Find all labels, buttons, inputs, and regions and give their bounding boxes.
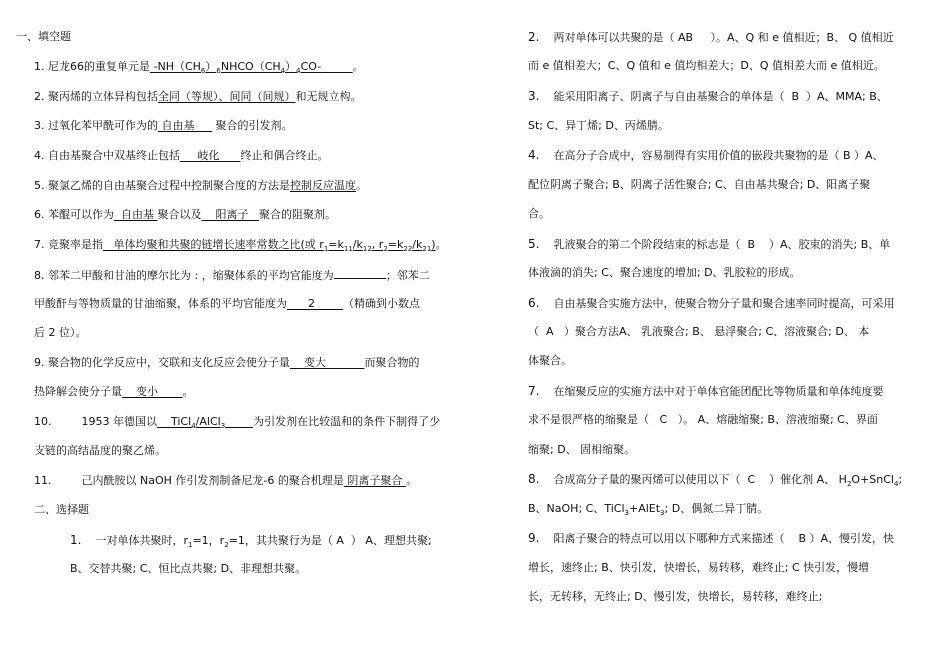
question-10-line2: 支链的高结晶度的聚乙烯。 <box>34 444 166 457</box>
answer-11: 阴离子聚合 <box>347 474 403 487</box>
question-8-line1: 8. 邻苯二甲酸和甘油的摩尔比为 : ，缩聚体系的平均官能度为 ；邻苯二 <box>34 269 430 282</box>
choice-6-line3: 体聚合。 <box>528 354 572 367</box>
choice-3-answer: B <box>791 90 799 103</box>
question-8-line2: 甲酸酐与等物质量的甘油缩聚，体系的平均官能度为 2 （精确到小数点 <box>34 297 420 310</box>
answer-9a: 变大 <box>304 356 326 369</box>
question-3: 3. 过氧化苯甲酰可作为的 自由基 聚合的引发剂。 <box>34 119 293 132</box>
choice-1-line2: B、交替共聚; C、恒比点共聚; D、非理想共聚。 <box>70 562 307 575</box>
answer-6b: 阳离子 <box>215 208 249 221</box>
choice-3-line2: St; C、异丁烯; D、丙烯腈。 <box>528 119 669 132</box>
choice-4-line1: 4. 在高分子合成中，容易制得有实用价值的嵌段共聚物的是（ B ）A、 <box>528 148 884 162</box>
choice-2-line1: 2. 两对单体可以共聚的是（ AB ）。A、Q 和 e 值相近；B、 Q 值相近 <box>528 30 894 44</box>
answer-6a: 自由基 <box>121 208 154 221</box>
answer-7: 单体均聚和共聚的链增长速率常数之比(或 $r_1=k_{11}/k_{12}$, $r_2=k_{22}/k_{21}$) <box>113 238 436 253</box>
choice-6-line2: （ A ）聚合方法A、 乳液聚合; B、 悬浮聚合; C、溶液聚合; D、 本 <box>528 325 870 338</box>
choice-5-answer: B <box>747 238 755 251</box>
choice-8-answer: C <box>747 473 756 486</box>
choice-7-line1: 7. 在缩聚反应的实施方法中对于单体官能团配比等物质量和单体纯度要 <box>528 384 884 398</box>
choice-7-line2: 求不是很严格的缩聚是（ C ）。 A、熔融缩聚; B、溶液缩聚; C、界面 <box>528 413 878 426</box>
answer-4: 岐化 <box>197 149 220 162</box>
choice-2-line2: 而 e 值相差大；C、Q 值和 e 值均相差大；D、Q 值相差大而 e 值相近。 <box>528 59 885 72</box>
blank-8a <box>334 268 386 279</box>
choice-9-line3: 长，无转移，无终止; D、慢引发，快增长，易转移，难终止; <box>528 590 823 603</box>
choice-9-line2: 增长，速终止; B、快引发，快增长，易转移，难终止; C 快引发，慢增 <box>528 561 870 574</box>
question-10-line1: 10. 1953 年德国以 TiCl$_4$/AlCl$_3$ 为引发剂在比较温和的条件下制得了少 <box>34 415 441 430</box>
choice-3-line1: 3. 能采用阳离子、阴离子与自由基聚合的单体是（ B ）A、MMA; B、 <box>528 89 888 103</box>
choice-6-line1: 6. 自由基聚合实施方法中，使聚合物分子量和聚合速率同时提高，可采用 <box>528 296 895 310</box>
answer-2: 全同（等规）、间同（间规） <box>158 90 296 103</box>
choice-7-answer: C <box>659 413 668 426</box>
answer-5: 控制反应温度 <box>290 179 356 192</box>
question-2: 2. 聚丙烯的立体异构包括全同（等规）、间同（间规）和无规立构。 <box>34 90 362 103</box>
answer-1: $-NH(CH_6)_6NHCO(CH_4)_4CO-$ <box>153 60 322 75</box>
choice-5-line2: 体液滴的消失; C、聚合速度的增加; D、乳胶粒的形成。 <box>528 266 801 279</box>
answer-3: 自由基 <box>161 119 195 132</box>
choice-4-answer: B <box>842 149 851 162</box>
answer-9b: 变小 <box>136 385 158 398</box>
question-8-line3: 后 2 位）。 <box>34 326 87 339</box>
answer-8b: 2 <box>307 297 315 310</box>
section-title-choice: 二、选择题 <box>34 503 89 516</box>
choice-2-answer: AB <box>677 31 694 44</box>
answer-10: TiCl$_4$/AlCl$_3$ <box>171 415 226 430</box>
question-1: 1. 尼龙66的重复单元是 $-NH(CH_6)_6NHCO(CH_4)_4CO-$ 。 <box>34 60 364 75</box>
choice-9-answer: B <box>798 532 806 545</box>
choice-8-line2: B、NaOH; C、TiCl$_3$+AlEt$_3$; D、偶氮二异丁腈。 <box>528 502 769 517</box>
choice-9-line1: 9. 阳离子聚合的特点可以用以下哪种方式来描述（ B ）A、慢引发，快 <box>528 531 895 545</box>
choice-1-line1: 1. 一对单体共聚时，$r_1=1$，$r_2=1$，其共聚行为是（ A ） A、理想共聚; <box>70 533 432 549</box>
question-9-line2: 热降解会使分子量 变小 。 <box>34 385 194 398</box>
choice-4-line3: 合。 <box>528 207 550 220</box>
choice-4-line2: 配位阴离子聚合; B、阴离子活性聚合; C、自由基共聚合; D、阳离子聚 <box>528 178 871 191</box>
section-title-fill-in: 一、填空题 <box>16 30 71 43</box>
question-11: 11. 己内酰胺以 NaOH 作引发剂制备尼龙-6 的聚合机理是 阴离子聚合 。 <box>34 474 417 487</box>
question-7: 7. 竞聚率是指 单体均聚和共聚的链增长速率常数之比(或 $r_1=k_{11}/k_{12}$, $r_2=k_{22}/k_{21}$)。 <box>34 238 447 253</box>
choice-6-answer: A <box>546 325 554 338</box>
choice-5-line1: 5. 乳液聚合的第二个阶段结束的标志是（ B ）A、胶束的消失; B、单 <box>528 237 891 251</box>
choice-8-line1: 8. 合成高分子量的聚丙烯可以使用以下（ C ）催化剂 A、 $H_2O+SnCl_4$; <box>528 472 903 488</box>
question-5: 5. 聚氯乙烯的自由基聚合过程中控制聚合度的方法是控制反应温度。 <box>34 179 367 192</box>
question-4: 4. 自由基聚合中双基终止包括 岐化 终止和偶合终止。 <box>34 149 329 162</box>
choice-7-line3: 缩聚; D、 固相缩聚。 <box>528 443 636 456</box>
question-6: 6. 苯醌可以作为 自由基 聚合以及 阳离子 聚合的阻聚剂。 <box>34 208 336 221</box>
choice-1-answer: A <box>336 534 344 547</box>
question-9-line1: 9. 聚合物的化学反应中，交联和支化反应会使分子量 变大 而聚合物的 <box>34 356 420 369</box>
